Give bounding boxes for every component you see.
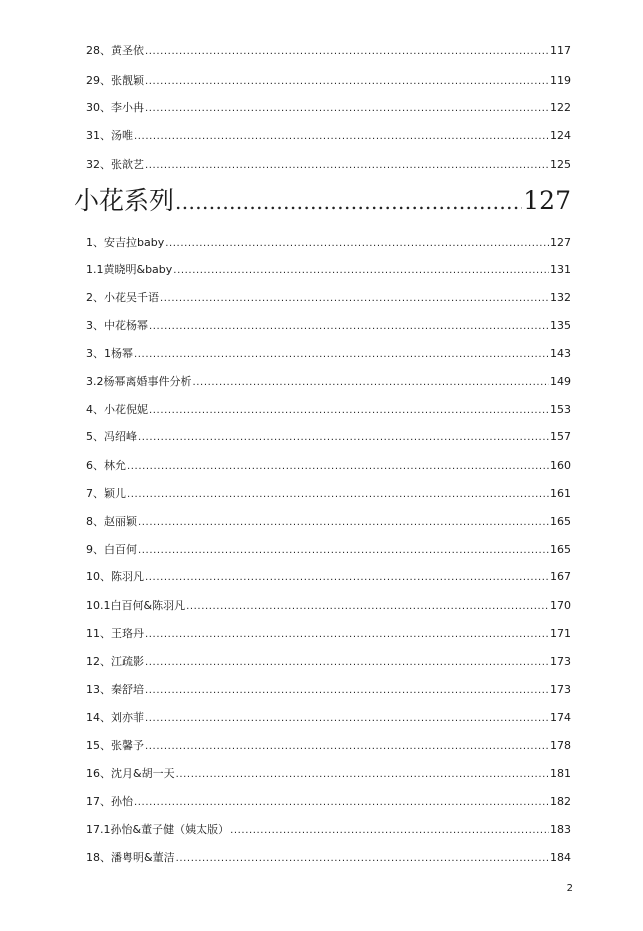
toc-entry[interactable]: [86, 430, 571, 444]
toc-entry-page: 161: [550, 487, 571, 500]
toc-entry-label: 31、汤唯: [86, 129, 133, 142]
dot-leader: [149, 320, 549, 333]
toc-entry-label: 10、陈羽凡: [86, 570, 144, 583]
toc-entry-label: 6、林允: [86, 459, 126, 472]
dot-leader: [138, 516, 549, 529]
toc-entry-page: 117: [550, 44, 571, 57]
dot-leader: [149, 404, 549, 417]
section-title: 小花系列: [74, 186, 175, 215]
toc-entry-page: 165: [550, 543, 571, 556]
toc-entry-page: 122: [550, 101, 571, 114]
dot-leader: [127, 460, 549, 473]
toc-entry-label: 32、张歆艺: [86, 158, 144, 171]
dot-leader: [176, 852, 549, 865]
toc-entry-label: 10.1白百何&陈羽凡: [86, 599, 186, 612]
toc-entry-label: 7、颖儿: [86, 487, 126, 500]
toc-entry-page: 174: [550, 711, 571, 724]
toc-entry-page: 119: [550, 74, 571, 87]
toc-entry[interactable]: [86, 627, 571, 641]
toc-entry[interactable]: [86, 711, 571, 725]
dot-leader: [134, 796, 549, 809]
toc-entry[interactable]: [86, 319, 571, 333]
toc-entry[interactable]: [86, 236, 571, 250]
toc-entry-page: 125: [550, 158, 571, 171]
toc-entry-page: 167: [550, 570, 571, 583]
toc-entry-page: 124: [550, 129, 571, 142]
toc-entry[interactable]: [86, 347, 571, 361]
dot-leader: [193, 376, 550, 389]
toc-entry-label: 5、冯绍峰: [86, 430, 137, 443]
dot-leader: [145, 712, 549, 725]
toc-entry[interactable]: [86, 459, 571, 473]
toc-entry[interactable]: [86, 683, 571, 697]
toc-entry-page: 131: [550, 263, 571, 276]
dot-leader: [160, 292, 549, 305]
dot-leader: [145, 740, 549, 753]
toc-entry-page: 165: [550, 515, 571, 528]
toc-entry[interactable]: [86, 263, 571, 277]
toc-entry-label: 30、李小冉: [86, 101, 144, 114]
toc-entry-page: 170: [550, 599, 571, 612]
dot-leader: [175, 187, 522, 217]
toc-entry[interactable]: [86, 655, 571, 669]
toc-entry-label: 4、小花倪妮: [86, 403, 148, 416]
dot-leader: [127, 488, 549, 501]
toc-entry[interactable]: [86, 795, 571, 809]
toc-entry-label: 3.2杨幂离婚事件分析: [86, 375, 192, 388]
toc-entry-page: 153: [550, 403, 571, 416]
dot-leader: [186, 600, 549, 613]
toc-entry[interactable]: [86, 74, 571, 88]
dot-leader: [145, 628, 549, 641]
toc-entry-label: 1.1黄晓明&baby: [86, 263, 173, 276]
toc-entry-label: 1、安吉拉baby: [86, 236, 165, 249]
toc-entry-label: 3、中花杨幂: [86, 319, 148, 332]
toc-entry-page: 149: [550, 375, 571, 388]
toc-entry-page: 135: [550, 319, 571, 332]
toc-entry-page: 132: [550, 291, 571, 304]
toc-entry[interactable]: [86, 599, 571, 613]
toc-entry-label: 13、秦舒培: [86, 683, 144, 696]
toc-entry-page: 127: [550, 236, 571, 249]
dot-leader: [145, 75, 549, 88]
toc-entry-page: 173: [550, 655, 571, 668]
toc-entry-label: 8、赵丽颖: [86, 515, 137, 528]
dot-leader: [145, 159, 549, 172]
toc-entry-label: 16、沈月&胡一天: [86, 767, 175, 780]
toc-entry[interactable]: [86, 101, 571, 115]
toc-entry-page: 181: [550, 767, 571, 780]
toc-entry-page: 183: [550, 823, 571, 836]
toc-entry-label: 12、江疏影: [86, 655, 144, 668]
dot-leader: [145, 656, 549, 669]
toc-entry[interactable]: [86, 291, 571, 305]
toc-entry[interactable]: [86, 570, 571, 584]
toc-entry-label: 11、王珞丹: [86, 627, 144, 640]
toc-entry[interactable]: [86, 158, 571, 172]
toc-entry-label: 28、黄圣依: [86, 44, 144, 57]
toc-entry[interactable]: [86, 487, 571, 501]
toc-entry-page: 173: [550, 683, 571, 696]
toc-entry[interactable]: [86, 543, 571, 557]
toc-entry[interactable]: [86, 767, 571, 781]
dot-leader: [173, 264, 549, 277]
page-number: 2: [566, 883, 573, 894]
toc-entry-label: 2、小花吴千语: [86, 291, 159, 304]
toc-entry-label: 17.1孙怡&董子健（姨太版）: [86, 823, 230, 836]
toc-entry[interactable]: [86, 403, 571, 417]
toc-entry[interactable]: [86, 129, 571, 143]
toc-entry-page: 157: [550, 430, 571, 443]
toc-entry-label: 9、白百何: [86, 543, 137, 556]
dot-leader: [176, 768, 549, 781]
toc-entry-page: 171: [550, 627, 571, 640]
toc-entry[interactable]: [86, 851, 571, 865]
toc-entry[interactable]: [86, 823, 571, 837]
dot-leader: [134, 348, 549, 361]
toc-entry-page: 160: [550, 459, 571, 472]
dot-leader: [145, 684, 549, 697]
dot-leader: [138, 544, 549, 557]
section-page: 127: [523, 186, 571, 215]
toc-entry-label: 3、1杨幂: [86, 347, 133, 360]
dot-leader: [165, 237, 549, 250]
dot-leader: [138, 431, 549, 444]
toc-entry-label: 29、张靓颖: [86, 74, 144, 87]
toc-entry-label: 18、潘粤明&董洁: [86, 851, 175, 864]
dot-leader: [230, 824, 549, 837]
toc-entry[interactable]: [86, 375, 571, 389]
dot-leader: [134, 130, 549, 143]
toc-entry-page: 184: [550, 851, 571, 864]
dot-leader: [145, 45, 549, 58]
toc-entry-page: 182: [550, 795, 571, 808]
toc-section-heading[interactable]: [74, 186, 571, 217]
toc-entry-label: 14、刘亦菲: [86, 711, 144, 724]
toc-entry-label: 15、张馨予: [86, 739, 144, 752]
toc-entry-label: 17、孙怡: [86, 795, 133, 808]
toc-entry-page: 143: [550, 347, 571, 360]
dot-leader: [145, 571, 549, 584]
toc-entry-page: 178: [550, 739, 571, 752]
toc-entry[interactable]: [86, 739, 571, 753]
toc-entry[interactable]: [86, 44, 571, 58]
dot-leader: [145, 102, 549, 115]
toc-entry[interactable]: [86, 515, 571, 529]
